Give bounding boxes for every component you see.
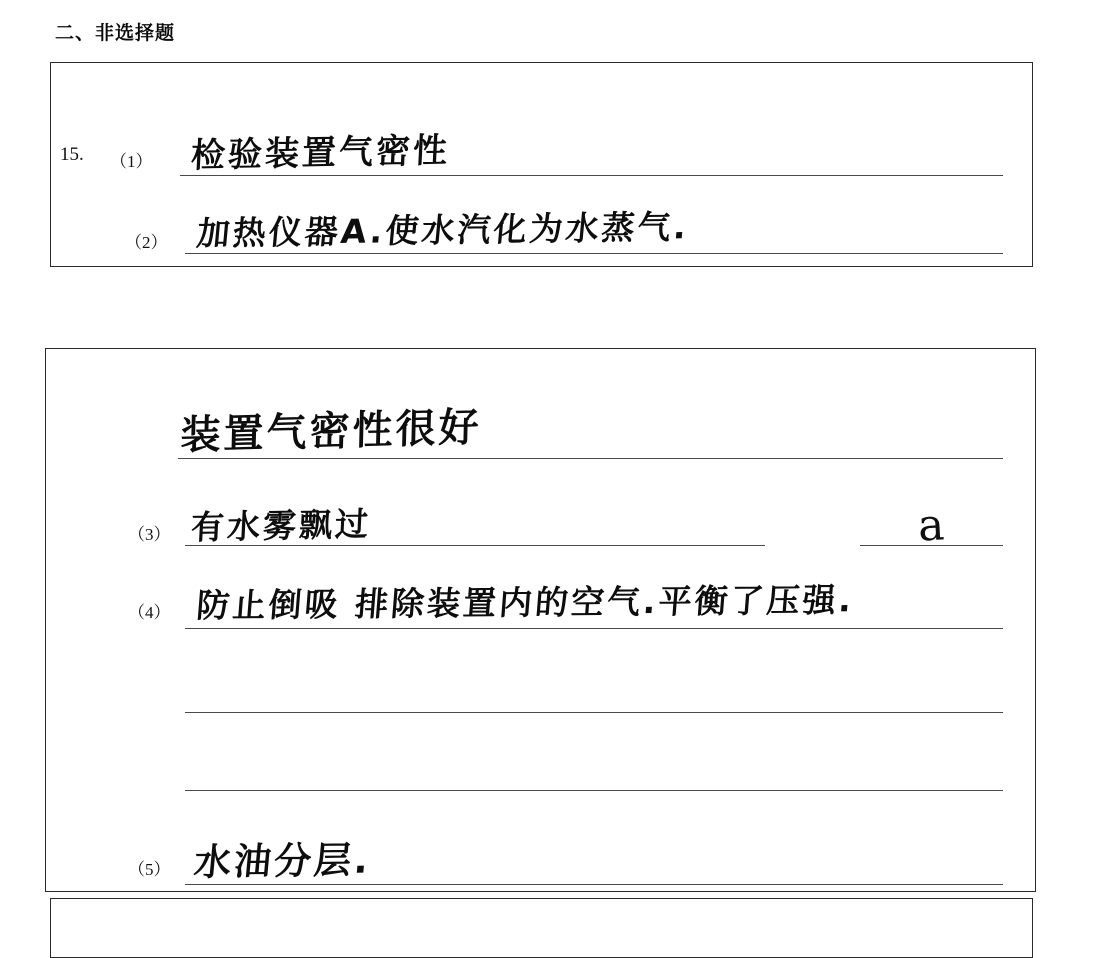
handwritten-answer-1: 检验装置气密性 [190,130,451,176]
handwritten-answer-5: 水油分层. [192,838,374,884]
section-heading: 二、非选择题 [55,23,176,44]
handwritten-answer-3: 有水雾飘过 [190,504,372,547]
question-number-15: 15. [60,144,84,165]
rule-line-1 [180,175,1003,176]
handwritten-side-mark-a: a [916,499,946,552]
rule-line-3 [178,458,1003,459]
handwritten-answer-4: 防止倒吸 排除装置内的空气.平衡了压强. [195,580,856,625]
handwritten-answer-continued: 装置气密性很好 [180,404,483,459]
handwritten-answer-2: 加热仪器A.使水汽化为水蒸气. [195,207,691,253]
rule-line-5 [185,628,1003,629]
subquestion-label-2: （2） [125,233,168,252]
subquestion-label-3: （3） [128,525,171,544]
rule-line-6 [185,712,1003,713]
subquestion-label-4: （4） [128,603,171,622]
rule-line-7 [185,790,1003,791]
subquestion-label-5: （5） [128,860,171,879]
subquestion-label-1: （1） [110,152,153,171]
answer-box-3 [50,898,1033,958]
